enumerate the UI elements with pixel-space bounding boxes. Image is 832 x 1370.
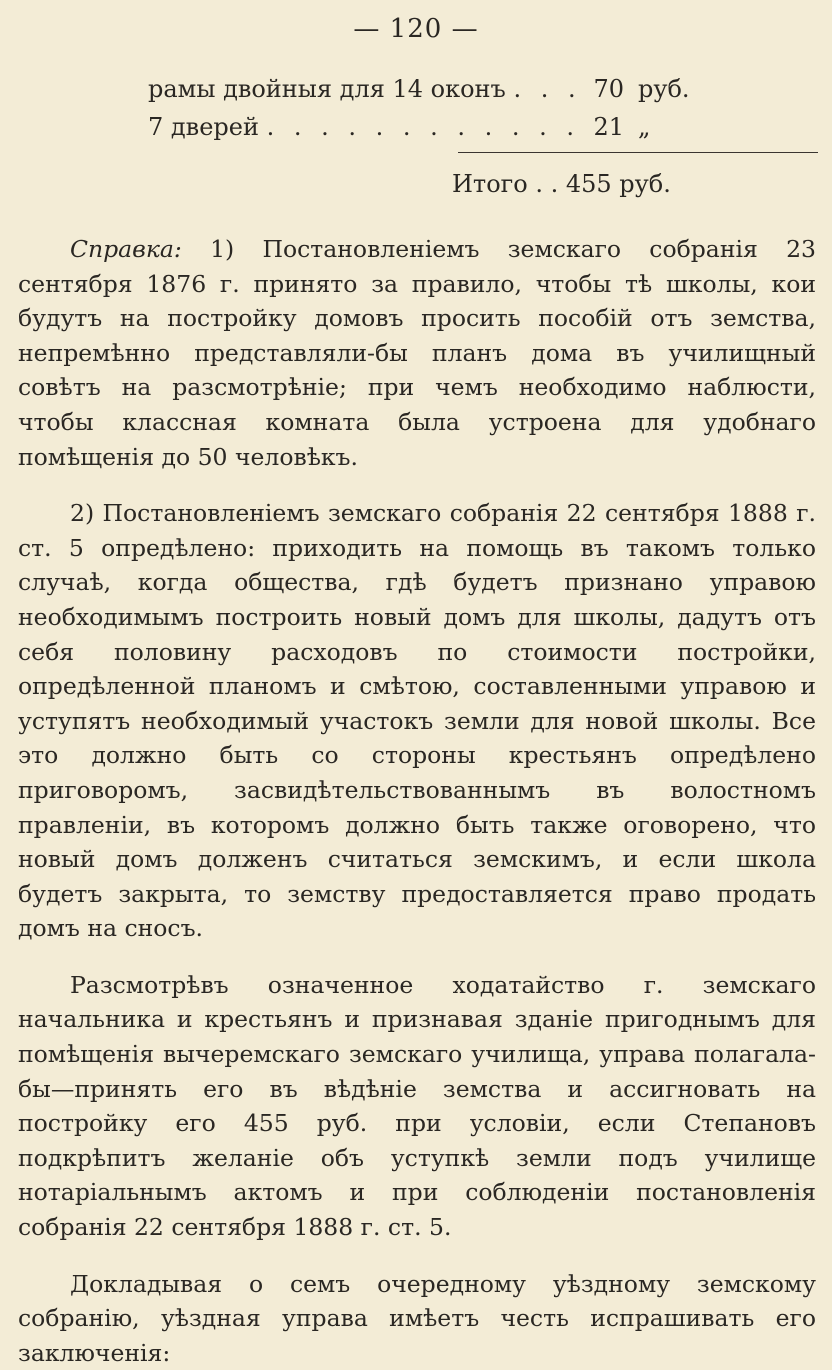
paragraph-text: 1) Постановленіемъ земскаго собранія 23 сентября 1876 г. принято за правило, чтобы тѣ школы, кои будутъ на постройку домовъ просить пособій отъ земства, непремѣнно представляли-бы планъ дома въ училищный совѣтъ на разсмотрѣніе; при чемъ необходимо наблюсти, чтобы классная комната была устроена для удобнаго помѣщенія до 50 человѣкъ. [18, 235, 816, 471]
total-leader: . . [535, 170, 559, 198]
cost-list [148, 70, 708, 146]
reference-label: Справка: [70, 235, 182, 263]
paragraph-consideration: Разсмотрѣвъ означенное ходатайство г. земскаго начальника и крестьянъ и признавая зданіе пригоднымъ для помѣщенія вычеремскаго земскаго училища, управа полагала-бы—принять его въ вѣдѣніе земства и ассигновать на постройку его 455 руб. при условіи, если Степановъ подкрѣпитъ желаніе объ уступкѣ земли подъ училище нотаріальнымъ актомъ и при соблюденіи постановленія собранія 22 сентября 1888 г. ст. 5. [18, 970, 816, 1242]
cost-row-label: рамы двойныя для 14 оконъ [148, 75, 506, 103]
cost-row-amount: 21 [593, 113, 624, 141]
body-text [18, 232, 816, 1370]
total-value: 455 руб. [565, 170, 671, 198]
dot-leader: . . . [513, 75, 582, 103]
sum-rule [458, 152, 818, 153]
dot-leader: . . . . . . . . . . . . [266, 113, 581, 141]
total-label: Итого [452, 170, 528, 198]
page-number: — 120 — [353, 14, 479, 44]
cost-row [148, 70, 708, 108]
cost-row-amount: 70 [593, 75, 624, 103]
cost-row-label: 7 дверей [148, 113, 259, 141]
cost-row [148, 108, 708, 146]
paragraph-reference-1 [18, 232, 816, 474]
total-line [452, 170, 671, 198]
cost-row-unit: руб. [638, 75, 690, 103]
cost-row-unit: „ [638, 113, 651, 141]
paragraph-conclusion: Докладывая о семъ очередному уѣздному земскому собранію, уѣздная управа имѣетъ честь испрашивать его заключенія: [18, 1269, 816, 1367]
paragraph-reference-2: 2) Постановленіемъ земскаго собранія 22 сентября 1888 г. ст. 5 опредѣлено: приходить на помощь въ такомъ только случаѣ, когда общества, гдѣ будетъ признано управою необходимымъ построить новый домъ для школы, дадутъ отъ себя половину расходовъ по стоимости постройки, опредѣленной планомъ и смѣтою, составленными управою и уступятъ необходимый участокъ земли для новой школы. Все это должно быть со стороны крестьянъ опредѣлено приговоромъ, засвидѣтельствованнымъ въ волостномъ правленіи, въ которомъ должно быть также оговорено, что новый домъ долженъ считаться земскимъ, и если школа будетъ закрыта, то земству предоставляется право продать домъ на сносъ. [18, 499, 816, 943]
